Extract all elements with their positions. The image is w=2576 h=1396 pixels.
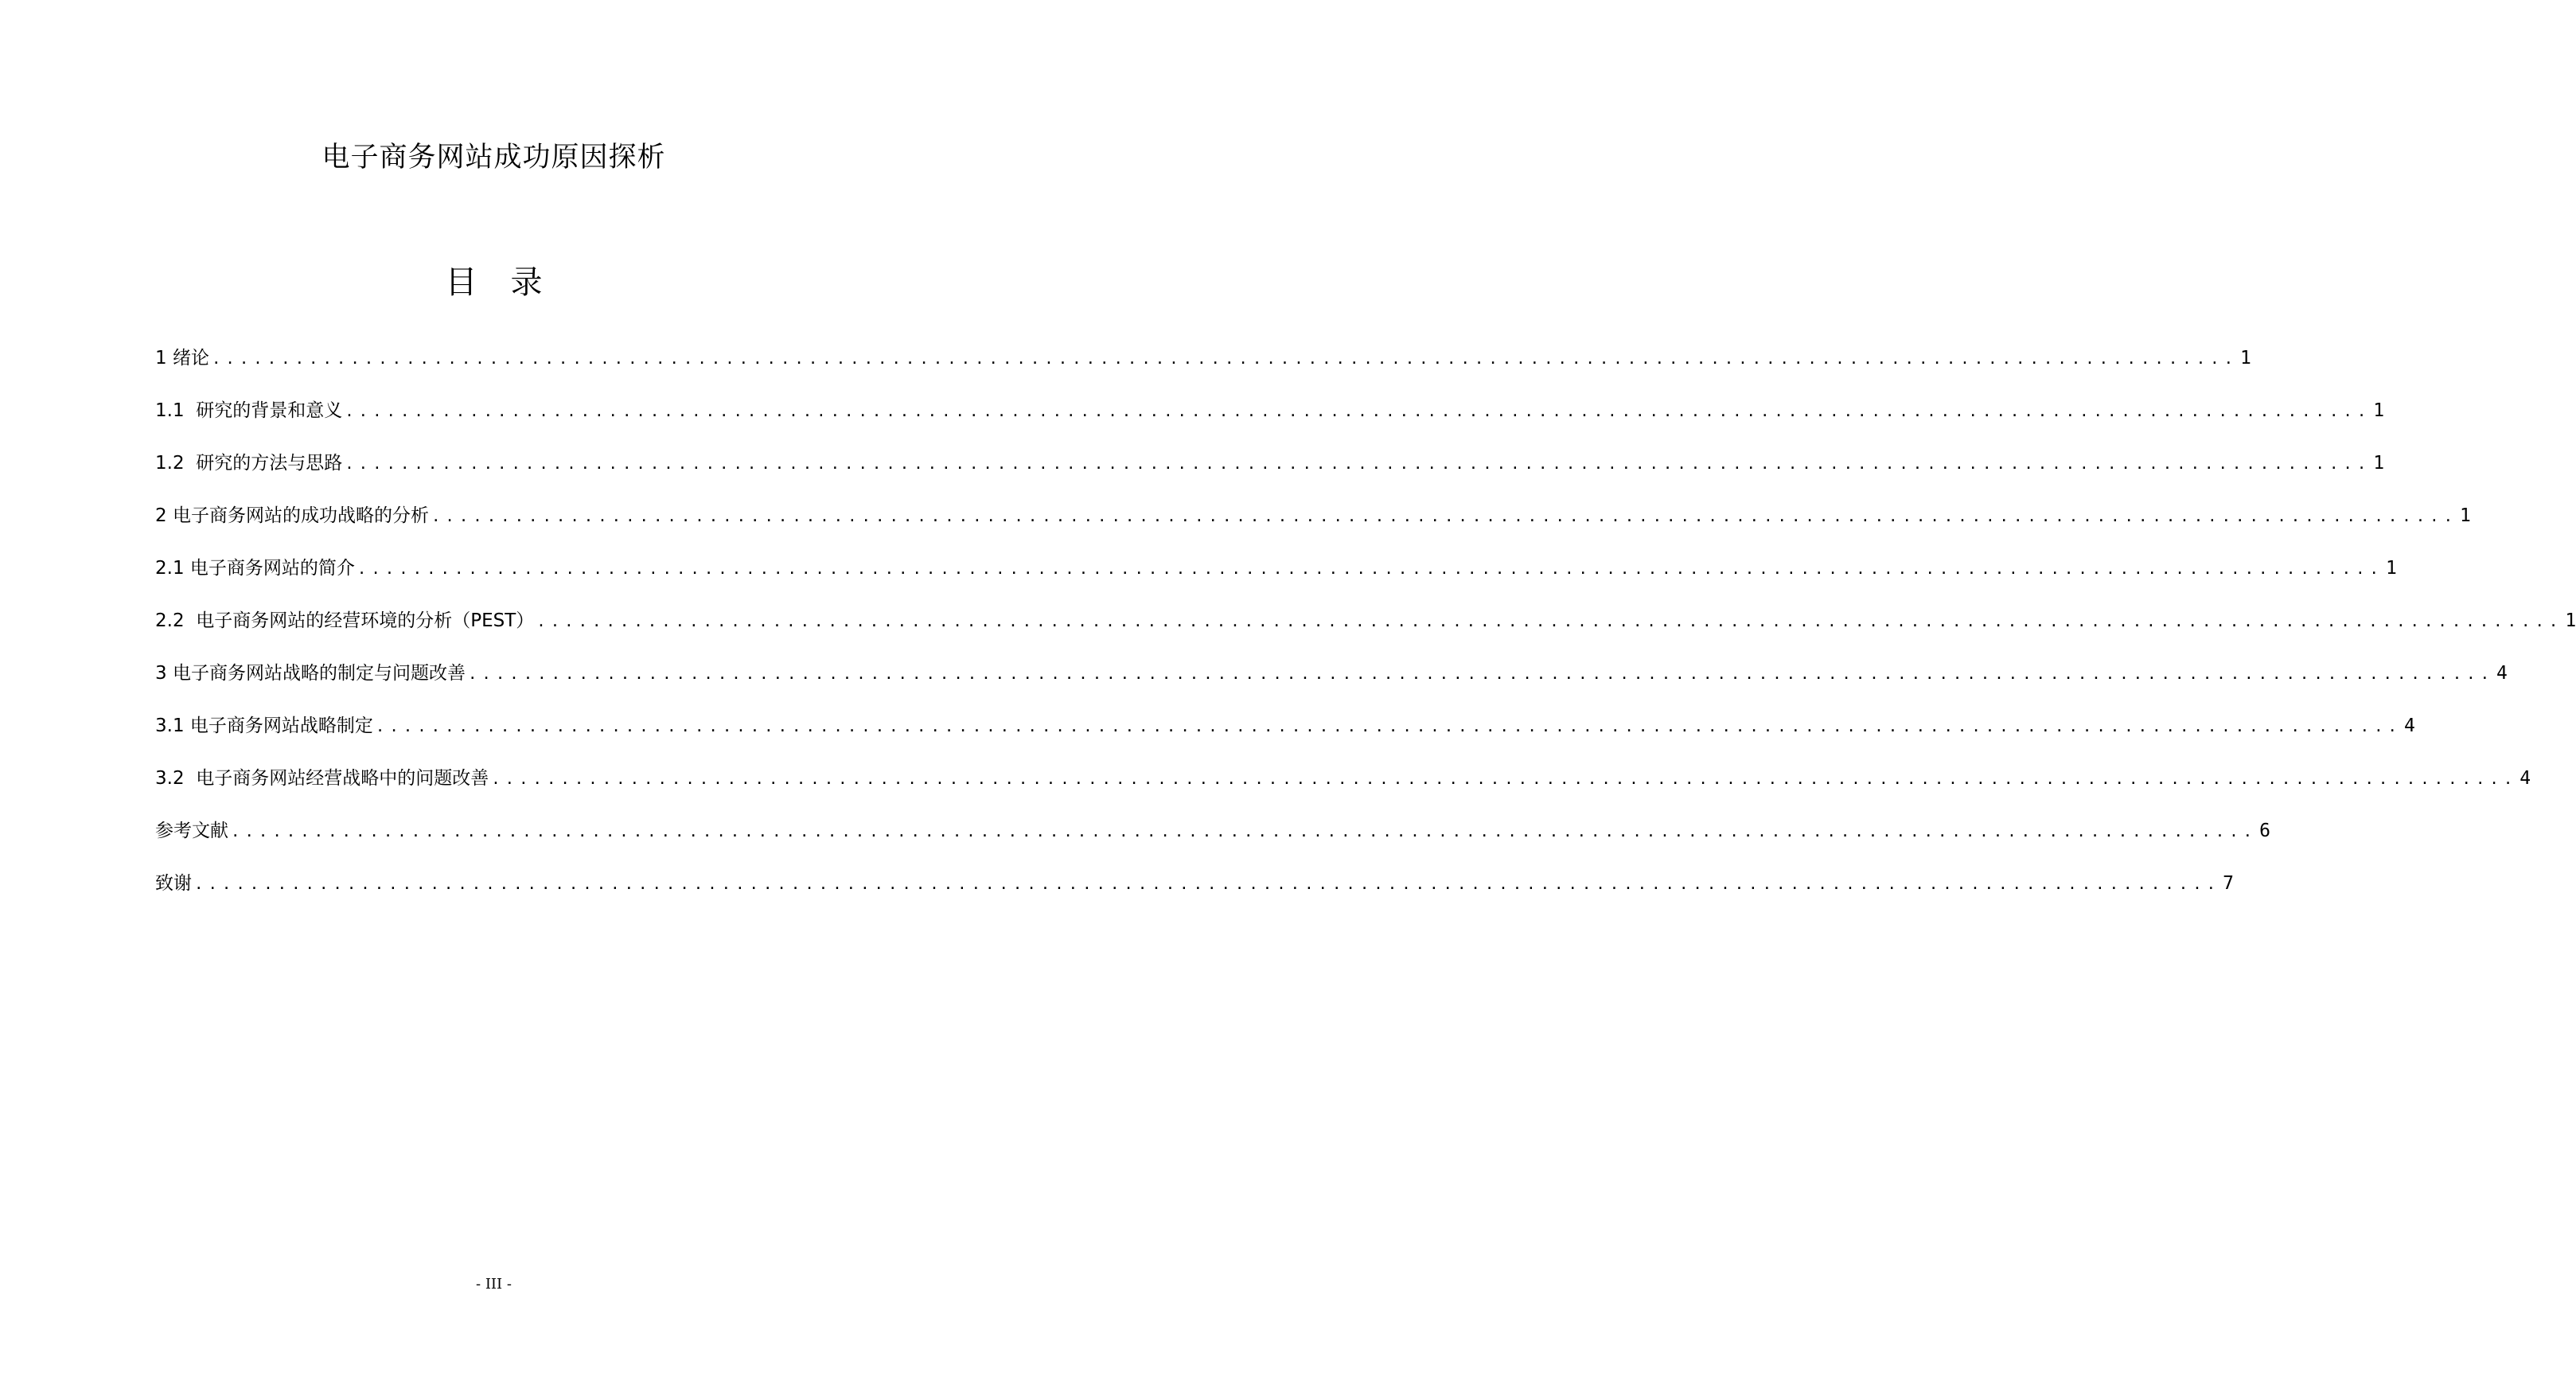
table-of-contents: [155, 342, 2576, 920]
toc-entry-number: 2.1: [155, 558, 190, 579]
toc-entry-pest-analysis[interactable]: [155, 605, 2576, 657]
toc-entry-page: 1: [2240, 348, 2251, 368]
toc-entry-label: 电子商务网站战略的制定与问题改善: [172, 663, 466, 684]
toc-entry-references[interactable]: [155, 815, 2270, 868]
toc-entry-label: 参考文献: [155, 821, 228, 841]
toc-dot-leader: ..................................................................................................................................................: [231, 823, 2258, 840]
toc-entry-problem-improvement[interactable]: [155, 762, 2531, 815]
toc-entry-strategy-making[interactable]: [155, 710, 2415, 762]
page-number: - III -: [476, 1276, 512, 1293]
toc-entry-introduction[interactable]: [155, 342, 2251, 395]
toc-dot-leader: ..................................................................................................................................................: [194, 875, 2221, 893]
toc-entry-number: 1: [155, 348, 173, 368]
toc-entry-success-strategy[interactable]: [155, 500, 2471, 552]
toc-dot-leader: ..................................................................................................................................................: [467, 665, 2495, 683]
toc-entry-site-overview[interactable]: [155, 552, 2397, 605]
toc-entry-label: 研究的方法与思路: [196, 453, 343, 474]
toc-entry-number: 3: [155, 663, 173, 684]
toc-dot-leader: ..................................................................................................................................................: [431, 508, 2458, 525]
toc-entry-label: 绪论: [172, 348, 209, 368]
toc-entry-page: 4: [2403, 716, 2415, 736]
toc-entry-label: 电子商务网站经营战略中的问题改善: [196, 768, 489, 789]
toc-entry-page: 7: [2223, 873, 2234, 894]
toc-entry-page: 1: [2460, 505, 2471, 526]
toc-entry-number: 2.2: [155, 610, 197, 631]
toc-entry-number: 1.2: [155, 453, 197, 474]
document-title: 电子商务网站成功原因探析: [322, 142, 666, 174]
toc-dot-leader: ..................................................................................................................................................: [491, 770, 2518, 788]
toc-dot-leader: ..................................................................................................................................................: [345, 455, 2371, 473]
toc-entry-label: 电子商务网站的简介: [189, 558, 355, 579]
toc-entry-label: 研究的背景和意义: [196, 400, 343, 421]
toc-entry-page: 1: [2373, 400, 2385, 421]
toc-entry-number: 3.1: [155, 716, 190, 736]
toc-entry-research-methods[interactable]: [155, 447, 2385, 500]
toc-entry-number: 1.1: [155, 400, 197, 421]
toc-entry-acknowledgements[interactable]: [155, 868, 2234, 920]
toc-dot-leader: ..................................................................................................................................................: [211, 350, 2239, 368]
toc-heading: 目录: [445, 264, 576, 301]
toc-entry-label: 电子商务网站的成功战略的分析: [172, 505, 429, 526]
toc-dot-leader: ..................................................................................................................................................: [357, 560, 2383, 578]
toc-entry-page: 1: [2385, 558, 2397, 579]
toc-entry-strategy-formulation[interactable]: [155, 657, 2508, 710]
toc-entry-page: 1: [2373, 453, 2385, 474]
toc-dot-leader: ..................................................................................................................................................: [345, 403, 2371, 420]
toc-entry-number: 3.2: [155, 768, 197, 789]
toc-entry-page: 6: [2259, 821, 2270, 841]
toc-dot-leader: ..................................................................................................................................................: [375, 718, 2402, 735]
toc-entry-research-background[interactable]: [155, 395, 2385, 447]
toc-entry-label: 电子商务网站的经营环境的分析（PEST）: [196, 610, 535, 631]
toc-entry-label: 电子商务网站战略制定: [189, 716, 373, 736]
toc-dot-leader: ..................................................................................................................................................: [536, 613, 2563, 630]
toc-entry-label: 致谢: [155, 873, 192, 894]
toc-entry-page: 4: [2496, 663, 2508, 684]
toc-entry-page: 1: [2565, 610, 2576, 631]
toc-entry-page: 4: [2519, 768, 2531, 789]
toc-entry-number: 2: [155, 505, 173, 526]
